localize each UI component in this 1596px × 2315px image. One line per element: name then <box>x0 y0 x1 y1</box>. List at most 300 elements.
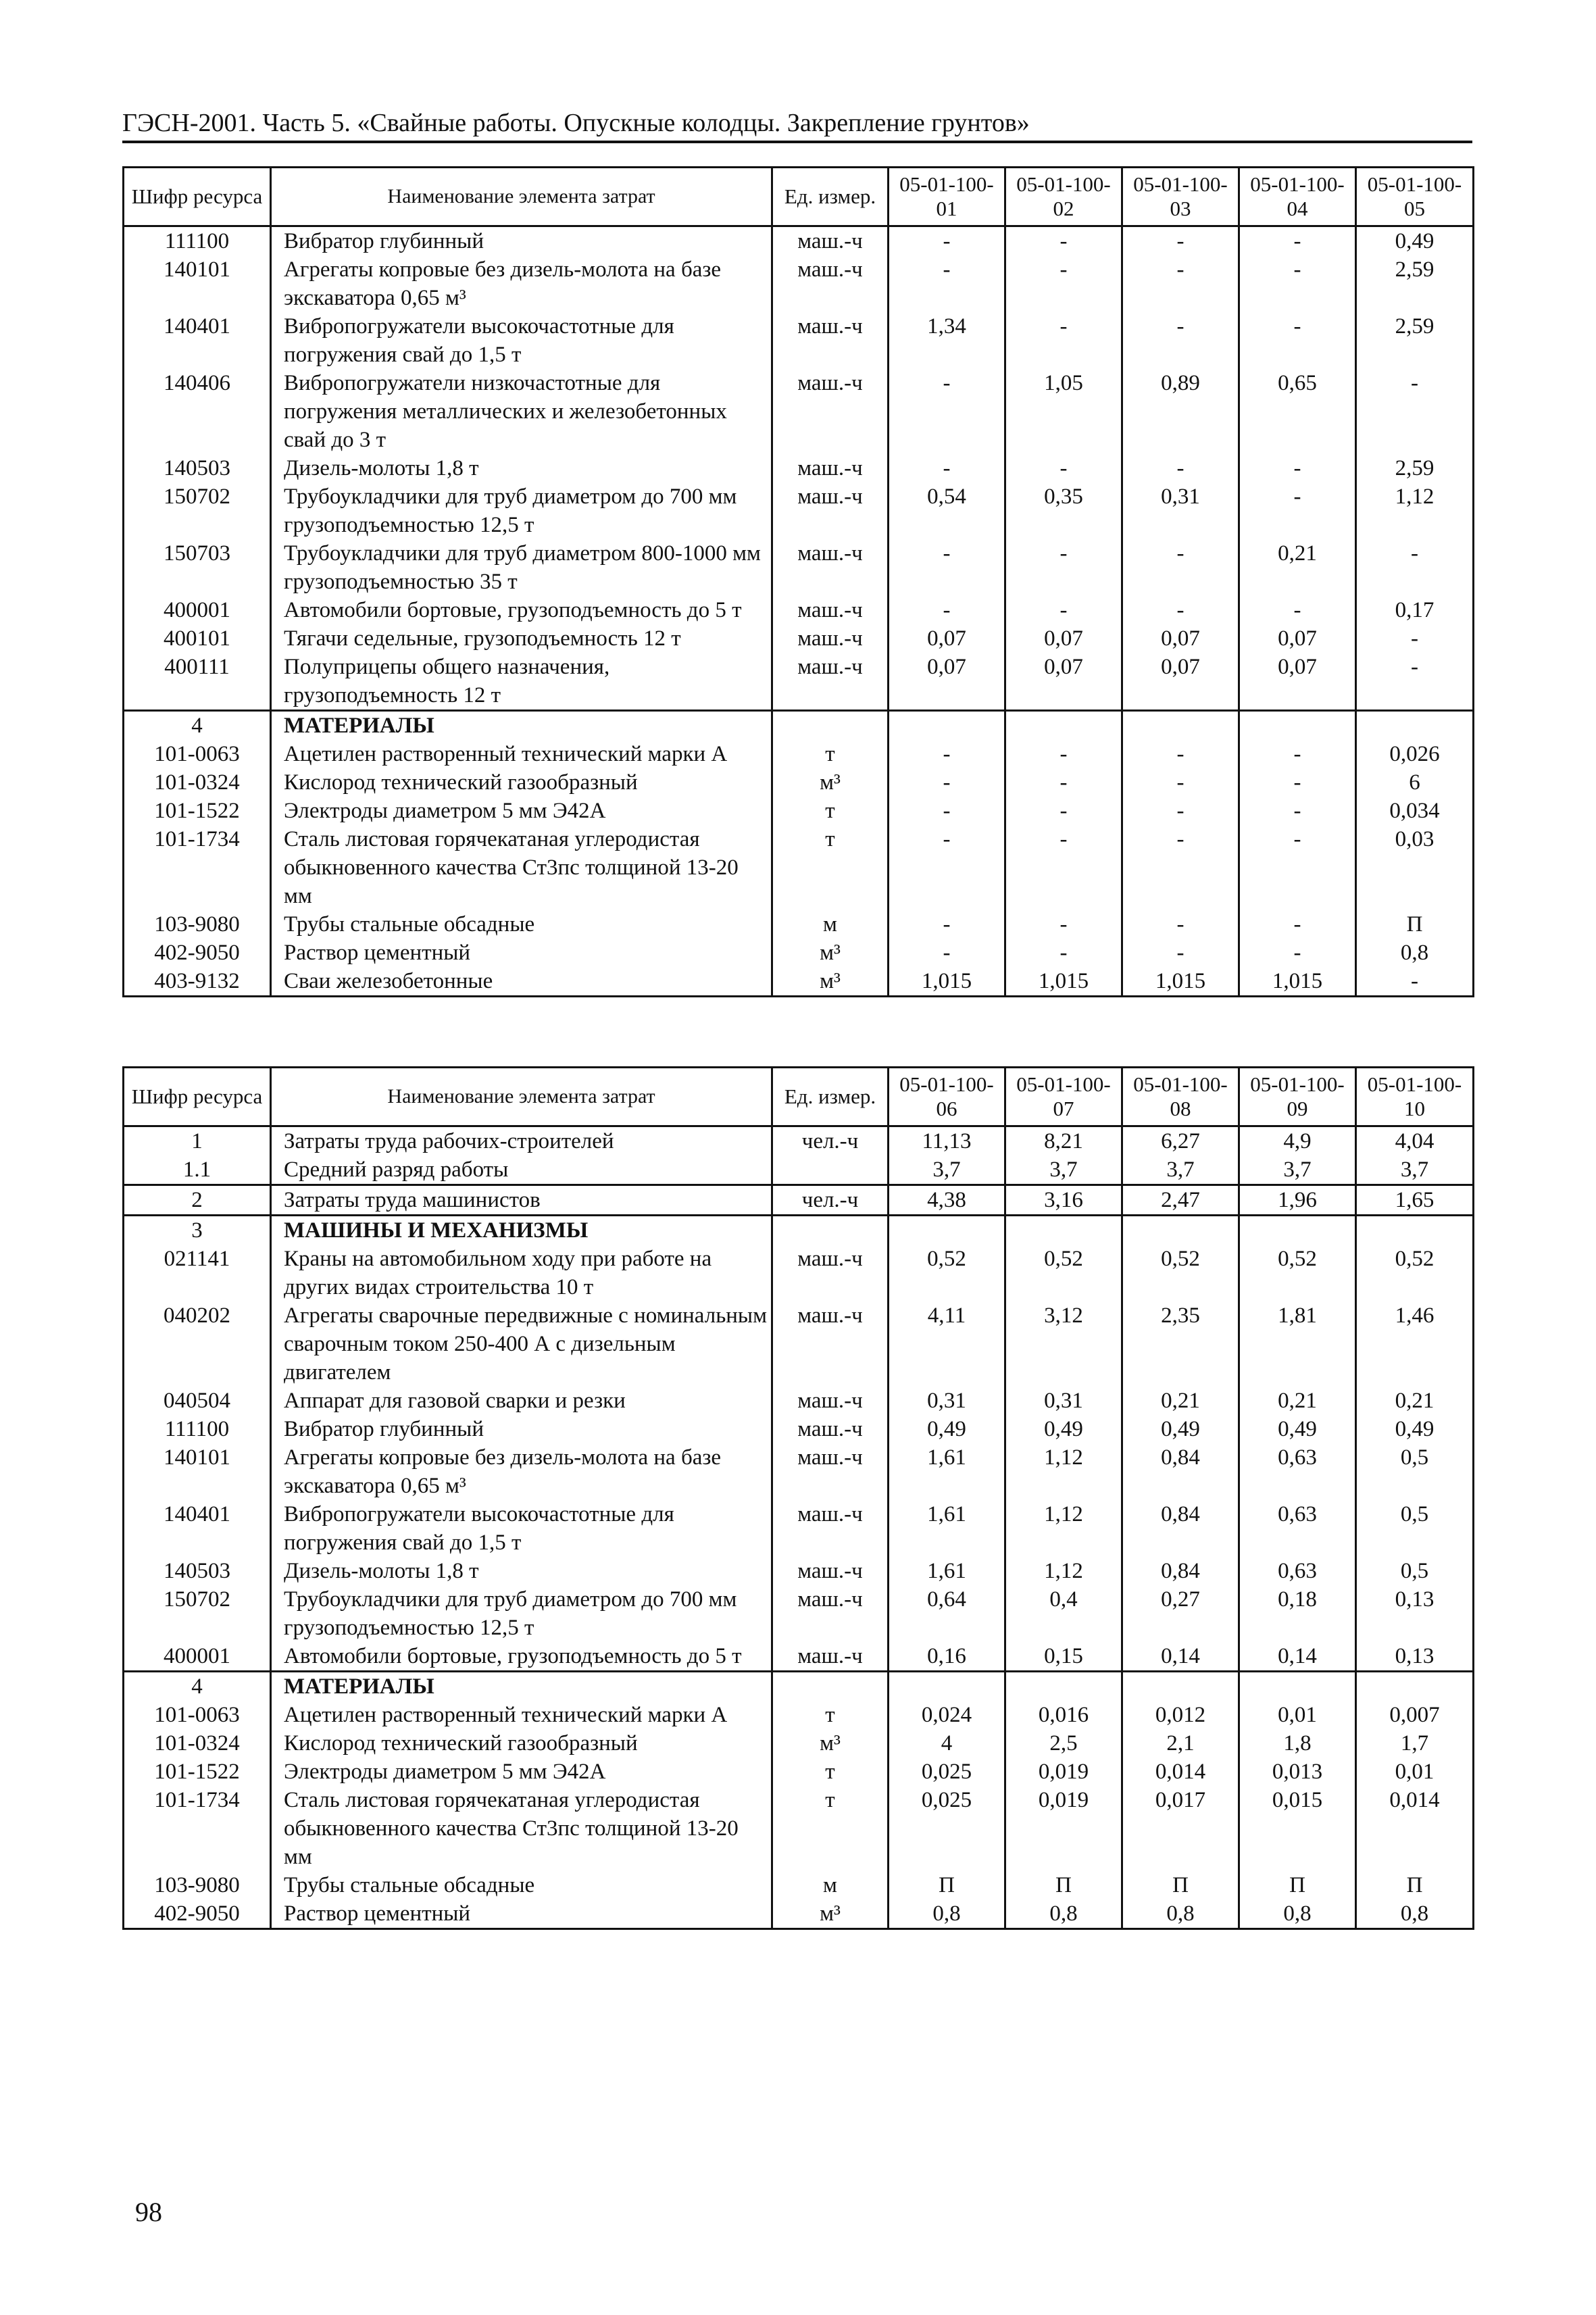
cell-value: 0,8 <box>1356 939 1474 967</box>
resource-code: 140503 <box>124 454 271 482</box>
cell-value: П <box>1356 1871 1474 1899</box>
cell-value: - <box>1005 596 1122 624</box>
header-name: Наименование элемента затрат <box>271 168 772 226</box>
cell-value: 0,52 <box>889 1245 1005 1301</box>
cell-value: 1,7 <box>1356 1729 1474 1758</box>
cell-value: 0,07 <box>1122 653 1239 711</box>
resource-name: Электроды диаметром 5 мм Э42А <box>271 797 772 825</box>
unit-of-measure: маш.-ч <box>772 1500 889 1557</box>
table-row <box>124 1500 1474 1557</box>
cell-value: - <box>1239 226 1356 256</box>
cell-value: 0,49 <box>1356 1415 1474 1443</box>
cell-value: - <box>1122 797 1239 825</box>
cell-value: - <box>1239 939 1356 967</box>
cell-value: 0,13 <box>1356 1585 1474 1642</box>
cell-value: 1,96 <box>1239 1185 1356 1216</box>
resource-code: 101-0063 <box>124 1701 271 1729</box>
cell-value <box>889 711 1005 741</box>
cell-value: - <box>1122 740 1239 768</box>
cell-value: 0,17 <box>1356 596 1474 624</box>
resource-code: 140101 <box>124 255 271 312</box>
cell-value <box>889 1216 1005 1245</box>
cell-value: - <box>1356 369 1474 454</box>
cell-value: - <box>889 740 1005 768</box>
cell-value: 0,5 <box>1356 1500 1474 1557</box>
cell-value: 0,49 <box>1005 1415 1122 1443</box>
header-col-3: 05-01-100-03 <box>1122 168 1239 226</box>
table-row <box>124 825 1474 910</box>
cell-value: 2,59 <box>1356 312 1474 369</box>
cell-value: - <box>1122 939 1239 967</box>
resource-name: Полуприцепы общего назначения, грузоподъемность 12 т <box>271 653 772 711</box>
cell-value: 4,04 <box>1356 1126 1474 1156</box>
table-row <box>124 1758 1474 1786</box>
cell-value: 3,7 <box>1356 1155 1474 1185</box>
cell-value: 2,35 <box>1122 1301 1239 1387</box>
cell-value: - <box>1239 596 1356 624</box>
cell-value: - <box>1122 768 1239 797</box>
cell-value: - <box>1122 539 1239 596</box>
resource-code: 140503 <box>124 1557 271 1585</box>
cell-value: 4 <box>889 1729 1005 1758</box>
cell-value: - <box>889 226 1005 256</box>
cell-value: - <box>889 255 1005 312</box>
cell-value <box>1239 1216 1356 1245</box>
resource-table-1 <box>122 166 1474 997</box>
cell-value: 1,65 <box>1356 1185 1474 1216</box>
resource-name: Раствор цементный <box>271 1899 772 1929</box>
table-row <box>124 1126 1474 1156</box>
cell-value: - <box>1356 624 1474 653</box>
resource-name: Вибропогружатели высокочастотные для погружения свай до 1,5 т <box>271 312 772 369</box>
cell-value: 1,12 <box>1005 1500 1122 1557</box>
cell-value: П <box>1239 1871 1356 1899</box>
cell-value: 1,81 <box>1239 1301 1356 1387</box>
cell-value <box>1005 1216 1122 1245</box>
header-col-4: 05-01-100-04 <box>1239 168 1356 226</box>
table-row <box>124 596 1474 624</box>
resource-code: 150703 <box>124 539 271 596</box>
unit-of-measure: м <box>772 910 889 939</box>
unit-of-measure: м³ <box>772 1729 889 1758</box>
resource-code: 140406 <box>124 369 271 454</box>
resource-code: 1.1 <box>124 1155 271 1185</box>
unit-of-measure: т <box>772 1786 889 1871</box>
cell-value: 0,015 <box>1239 1786 1356 1871</box>
cell-value: П <box>889 1871 1005 1899</box>
cell-value: 0,024 <box>889 1701 1005 1729</box>
resource-code: 4 <box>124 711 271 741</box>
resource-name: Вибратор глубинный <box>271 1415 772 1443</box>
cell-value: 0,63 <box>1239 1443 1356 1500</box>
cell-value: 1,61 <box>889 1500 1005 1557</box>
resource-name: Агрегаты копровые без дизель-молота на базе экскаватора 0,65 м³ <box>271 1443 772 1500</box>
table-row <box>124 768 1474 797</box>
table-row <box>124 624 1474 653</box>
unit-of-measure <box>772 1216 889 1245</box>
resource-name: Затраты труда машинистов <box>271 1185 772 1216</box>
resource-name: Аппарат для газовой сварки и резки <box>271 1387 772 1415</box>
table-row <box>124 312 1474 369</box>
unit-of-measure: т <box>772 1701 889 1729</box>
cell-value: 0,8 <box>889 1899 1005 1929</box>
header-col-4: 05-01-100-09 <box>1239 1068 1356 1126</box>
cell-value: 2,47 <box>1122 1185 1239 1216</box>
table-header-row <box>124 168 1474 226</box>
table-row <box>124 1642 1474 1672</box>
cell-value: - <box>889 369 1005 454</box>
cell-value: - <box>1122 255 1239 312</box>
cell-value: 0,013 <box>1239 1758 1356 1786</box>
resource-name: Ацетилен растворенный технический марки А <box>271 740 772 768</box>
cell-value: 0,03 <box>1356 825 1474 910</box>
resource-code: 111100 <box>124 1415 271 1443</box>
cell-value <box>889 1672 1005 1701</box>
cell-value: - <box>1122 910 1239 939</box>
cell-value: 0,31 <box>889 1387 1005 1415</box>
cell-value: - <box>889 539 1005 596</box>
cell-value: - <box>1239 740 1356 768</box>
cell-value <box>1005 1672 1122 1701</box>
table-row <box>124 939 1474 967</box>
resource-name: Трубы стальные обсадные <box>271 1871 772 1899</box>
table-row <box>124 740 1474 768</box>
unit-of-measure: маш.-ч <box>772 1245 889 1301</box>
resource-name: Трубоукладчики для труб диаметром до 700 мм грузоподъемностью 12,5 т <box>271 482 772 539</box>
table-row <box>124 910 1474 939</box>
resource-code: 1 <box>124 1126 271 1156</box>
cell-value: 0,21 <box>1239 539 1356 596</box>
unit-of-measure: маш.-ч <box>772 596 889 624</box>
resource-code: 101-0063 <box>124 740 271 768</box>
cell-value: - <box>1239 768 1356 797</box>
cell-value: 1,015 <box>1239 967 1356 997</box>
header-name: Наименование элемента затрат <box>271 1068 772 1126</box>
cell-value: 0,01 <box>1239 1701 1356 1729</box>
cell-value: 1,8 <box>1239 1729 1356 1758</box>
document-header-title: ГЭСН-2001. Часть 5. «Свайные работы. Опускные колодцы. Закрепление грунтов» <box>122 109 1030 137</box>
table-header-row <box>124 1068 1474 1126</box>
cell-value: 0,14 <box>1122 1642 1239 1672</box>
cell-value: 0,4 <box>1005 1585 1122 1642</box>
table-row <box>124 1387 1474 1415</box>
cell-value: 0,14 <box>1239 1642 1356 1672</box>
table-row <box>124 1899 1474 1929</box>
cell-value: 4,11 <box>889 1301 1005 1387</box>
cell-value <box>1122 711 1239 741</box>
cell-value: 0,21 <box>1122 1387 1239 1415</box>
unit-of-measure: маш.-ч <box>772 226 889 256</box>
cell-value: 3,7 <box>1239 1155 1356 1185</box>
resource-code: 101-1734 <box>124 825 271 910</box>
resource-code: 3 <box>124 1216 271 1245</box>
cell-value: 0,84 <box>1122 1500 1239 1557</box>
cell-value: 0,014 <box>1122 1758 1239 1786</box>
cell-value: 0,18 <box>1239 1585 1356 1642</box>
table-row <box>124 1585 1474 1642</box>
cell-value: - <box>889 596 1005 624</box>
unit-of-measure: маш.-ч <box>772 1642 889 1672</box>
cell-value <box>1122 1672 1239 1701</box>
resource-code: 403-9132 <box>124 967 271 997</box>
cell-value: - <box>1239 797 1356 825</box>
unit-of-measure: маш.-ч <box>772 454 889 482</box>
table-row <box>124 967 1474 997</box>
resource-code: 101-0324 <box>124 1729 271 1758</box>
cell-value: 0,016 <box>1005 1701 1122 1729</box>
cell-value: - <box>889 768 1005 797</box>
cell-value: - <box>1122 226 1239 256</box>
cell-value: 0,07 <box>1122 624 1239 653</box>
header-col-3: 05-01-100-08 <box>1122 1068 1239 1126</box>
cell-value: 0,49 <box>1122 1415 1239 1443</box>
resource-code: 101-1522 <box>124 1758 271 1786</box>
cell-value: 0,07 <box>889 624 1005 653</box>
header-col-5: 05-01-100-05 <box>1356 168 1474 226</box>
unit-of-measure: чел.-ч <box>772 1185 889 1216</box>
table-row <box>124 539 1474 596</box>
resource-code: 402-9050 <box>124 939 271 967</box>
cell-value: 0,49 <box>889 1415 1005 1443</box>
cell-value <box>1122 1216 1239 1245</box>
cell-value: 3,7 <box>1005 1155 1122 1185</box>
resource-name: Средний разряд работы <box>271 1155 772 1185</box>
cell-value: 0,15 <box>1005 1642 1122 1672</box>
resource-name: Раствор цементный <box>271 939 772 967</box>
cell-value: 0,64 <box>889 1585 1005 1642</box>
cell-value: - <box>1005 740 1122 768</box>
table-row <box>124 1443 1474 1500</box>
resource-code: 101-0324 <box>124 768 271 797</box>
cell-value: 0,5 <box>1356 1557 1474 1585</box>
cell-value <box>1005 711 1122 741</box>
cell-value: П <box>1005 1871 1122 1899</box>
table-row <box>124 1871 1474 1899</box>
unit-of-measure <box>772 1672 889 1701</box>
cell-value: - <box>1005 939 1122 967</box>
header-col-2: 05-01-100-02 <box>1005 168 1122 226</box>
resource-name: Сталь листовая горячекатаная углеродистая обыкновенного качества Ст3пс толщиной 13-20 мм <box>271 1786 772 1871</box>
cell-value: 0,84 <box>1122 1557 1239 1585</box>
cell-value: 1,015 <box>889 967 1005 997</box>
table-row <box>124 454 1474 482</box>
cell-value: - <box>1239 482 1356 539</box>
resource-name: Сваи железобетонные <box>271 967 772 997</box>
cell-value: - <box>1239 454 1356 482</box>
resource-code: 400101 <box>124 624 271 653</box>
cell-value: 2,59 <box>1356 255 1474 312</box>
resource-name: Затраты труда рабочих-строителей <box>271 1126 772 1156</box>
cell-value <box>1356 1216 1474 1245</box>
unit-of-measure: маш.-ч <box>772 1557 889 1585</box>
unit-of-measure: маш.-ч <box>772 255 889 312</box>
cell-value: 0,16 <box>889 1642 1005 1672</box>
unit-of-measure: маш.-ч <box>772 1301 889 1387</box>
resource-name: Трубоукладчики для труб диаметром до 700 мм грузоподъемностью 12,5 т <box>271 1585 772 1642</box>
unit-of-measure: чел.-ч <box>772 1126 889 1156</box>
cell-value: 0,017 <box>1122 1786 1239 1871</box>
cell-value: 0,019 <box>1005 1786 1122 1871</box>
resource-code: 140101 <box>124 1443 271 1500</box>
section-title: МАТЕРИАЛЫ <box>271 1672 772 1701</box>
cell-value: 0,52 <box>1239 1245 1356 1301</box>
table-row <box>124 1301 1474 1387</box>
cell-value: 1,34 <box>889 312 1005 369</box>
cell-value: 0,35 <box>1005 482 1122 539</box>
cell-value: 0,31 <box>1005 1387 1122 1415</box>
table-row <box>124 1786 1474 1871</box>
unit-of-measure: маш.-ч <box>772 369 889 454</box>
resource-code: 400111 <box>124 653 271 711</box>
cell-value: 0,52 <box>1005 1245 1122 1301</box>
header-col-1: 05-01-100-06 <box>889 1068 1005 1126</box>
cell-value: - <box>1356 539 1474 596</box>
unit-of-measure: маш.-ч <box>772 1585 889 1642</box>
resource-name: Вибратор глубинный <box>271 226 772 256</box>
header-unit: Ед. измер. <box>772 168 889 226</box>
section-title: МАШИНЫ И МЕХАНИЗМЫ <box>271 1216 772 1245</box>
cell-value <box>1356 1672 1474 1701</box>
resource-code: 040504 <box>124 1387 271 1415</box>
table-row <box>124 369 1474 454</box>
page-number: 98 <box>135 2197 162 2227</box>
cell-value: 0,63 <box>1239 1557 1356 1585</box>
resource-name: Вибропогружатели высокочастотные для погружения свай до 1,5 т <box>271 1500 772 1557</box>
cell-value: 0,49 <box>1239 1415 1356 1443</box>
cell-value: 4,38 <box>889 1185 1005 1216</box>
section-row <box>124 711 1474 741</box>
cell-value: 6,27 <box>1122 1126 1239 1156</box>
cell-value: - <box>1005 768 1122 797</box>
table-row <box>124 797 1474 825</box>
table-row <box>124 1155 1474 1185</box>
resource-name: Электроды диаметром 5 мм Э42А <box>271 1758 772 1786</box>
resource-table-2 <box>122 1066 1474 1930</box>
cell-value: 0,07 <box>1239 653 1356 711</box>
resource-name: Дизель-молоты 1,8 т <box>271 454 772 482</box>
unit-of-measure: т <box>772 825 889 910</box>
resource-code: 2 <box>124 1185 271 1216</box>
table-row <box>124 1557 1474 1585</box>
cell-value: - <box>1356 967 1474 997</box>
cell-value: 0,014 <box>1356 1786 1474 1871</box>
cell-value: 0,52 <box>1356 1245 1474 1301</box>
cell-value: 2,5 <box>1005 1729 1122 1758</box>
cell-value: 0,31 <box>1122 482 1239 539</box>
unit-of-measure: маш.-ч <box>772 539 889 596</box>
cell-value: 0,012 <box>1122 1701 1239 1729</box>
unit-of-measure: т <box>772 740 889 768</box>
resource-code: 400001 <box>124 1642 271 1672</box>
resource-name: Трубоукладчики для труб диаметром 800-1000 мм грузоподъемностью 35 т <box>271 539 772 596</box>
cell-value: 0,8 <box>1356 1899 1474 1929</box>
cell-value: 0,8 <box>1005 1899 1122 1929</box>
cell-value: П <box>1122 1871 1239 1899</box>
cell-value: - <box>1005 825 1122 910</box>
unit-of-measure: маш.-ч <box>772 653 889 711</box>
cell-value: - <box>889 797 1005 825</box>
cell-value: - <box>1239 910 1356 939</box>
cell-value: 0,49 <box>1356 226 1474 256</box>
resource-name: Ацетилен растворенный технический марки А <box>271 1701 772 1729</box>
cell-value: - <box>1239 825 1356 910</box>
resource-name: Сталь листовая горячекатаная углеродистая обыкновенного качества Ст3пс толщиной 13-20 мм <box>271 825 772 910</box>
cell-value: 4,9 <box>1239 1126 1356 1156</box>
table-row <box>124 1729 1474 1758</box>
resource-name: Вибропогружатели низкочастотные для погружения металлических и железобетонных свай до 3 т <box>271 369 772 454</box>
resource-code: 101-1522 <box>124 797 271 825</box>
table-row <box>124 1245 1474 1301</box>
cell-value: 1,46 <box>1356 1301 1474 1387</box>
cell-value: 3,7 <box>1122 1155 1239 1185</box>
cell-value: 11,13 <box>889 1126 1005 1156</box>
cell-value: 0,034 <box>1356 797 1474 825</box>
resource-code: 402-9050 <box>124 1899 271 1929</box>
cell-value: 2,59 <box>1356 454 1474 482</box>
resource-code: 140401 <box>124 1500 271 1557</box>
unit-of-measure: маш.-ч <box>772 624 889 653</box>
cell-value: 0,025 <box>889 1758 1005 1786</box>
cell-value: - <box>1005 797 1122 825</box>
header-code: Шифр ресурса <box>124 1068 271 1126</box>
resource-name: Краны на автомобильном ходу при работе на других видах строительства 10 т <box>271 1245 772 1301</box>
cell-value: - <box>889 454 1005 482</box>
cell-value: - <box>1239 255 1356 312</box>
cell-value: 3,16 <box>1005 1185 1122 1216</box>
cell-value <box>1239 1672 1356 1701</box>
unit-of-measure: м³ <box>772 939 889 967</box>
cell-value <box>1356 711 1474 741</box>
cell-value: 1,61 <box>889 1557 1005 1585</box>
cell-value: - <box>1122 312 1239 369</box>
cell-value: - <box>1239 312 1356 369</box>
cell-value: - <box>1122 454 1239 482</box>
resource-code: 103-9080 <box>124 910 271 939</box>
unit-of-measure: маш.-ч <box>772 482 889 539</box>
cell-value: - <box>1122 596 1239 624</box>
unit-of-measure: маш.-ч <box>772 312 889 369</box>
cell-value: - <box>889 910 1005 939</box>
cell-value: 0,5 <box>1356 1443 1474 1500</box>
cell-value: 0,007 <box>1356 1701 1474 1729</box>
cell-value: - <box>1005 226 1122 256</box>
table-row <box>124 1701 1474 1729</box>
unit-of-measure: м <box>772 1871 889 1899</box>
header-col-5: 05-01-100-10 <box>1356 1068 1474 1126</box>
resource-code: 111100 <box>124 226 271 256</box>
section-row <box>124 1672 1474 1701</box>
resource-code: 4 <box>124 1672 271 1701</box>
unit-of-measure: м³ <box>772 967 889 997</box>
header-unit: Ед. измер. <box>772 1068 889 1126</box>
unit-of-measure: т <box>772 1758 889 1786</box>
cell-value: 0,026 <box>1356 740 1474 768</box>
cell-value: 0,52 <box>1122 1245 1239 1301</box>
cell-value: 8,21 <box>1005 1126 1122 1156</box>
resource-name: Агрегаты сварочные передвижные с номинальным сварочным током 250-400 А с дизельным двигателем <box>271 1301 772 1387</box>
resource-name: Автомобили бортовые, грузоподъемность до 5 т <box>271 596 772 624</box>
resource-name: Автомобили бортовые, грузоподъемность до 5 т <box>271 1642 772 1672</box>
unit-of-measure: м³ <box>772 768 889 797</box>
cell-value: 0,54 <box>889 482 1005 539</box>
cell-value: 0,07 <box>889 653 1005 711</box>
cell-value: 3,12 <box>1005 1301 1122 1387</box>
resource-code: 150702 <box>124 1585 271 1642</box>
cell-value: 1,05 <box>1005 369 1122 454</box>
cell-value: 0,019 <box>1005 1758 1122 1786</box>
unit-of-measure <box>772 711 889 741</box>
cell-value: 0,65 <box>1239 369 1356 454</box>
